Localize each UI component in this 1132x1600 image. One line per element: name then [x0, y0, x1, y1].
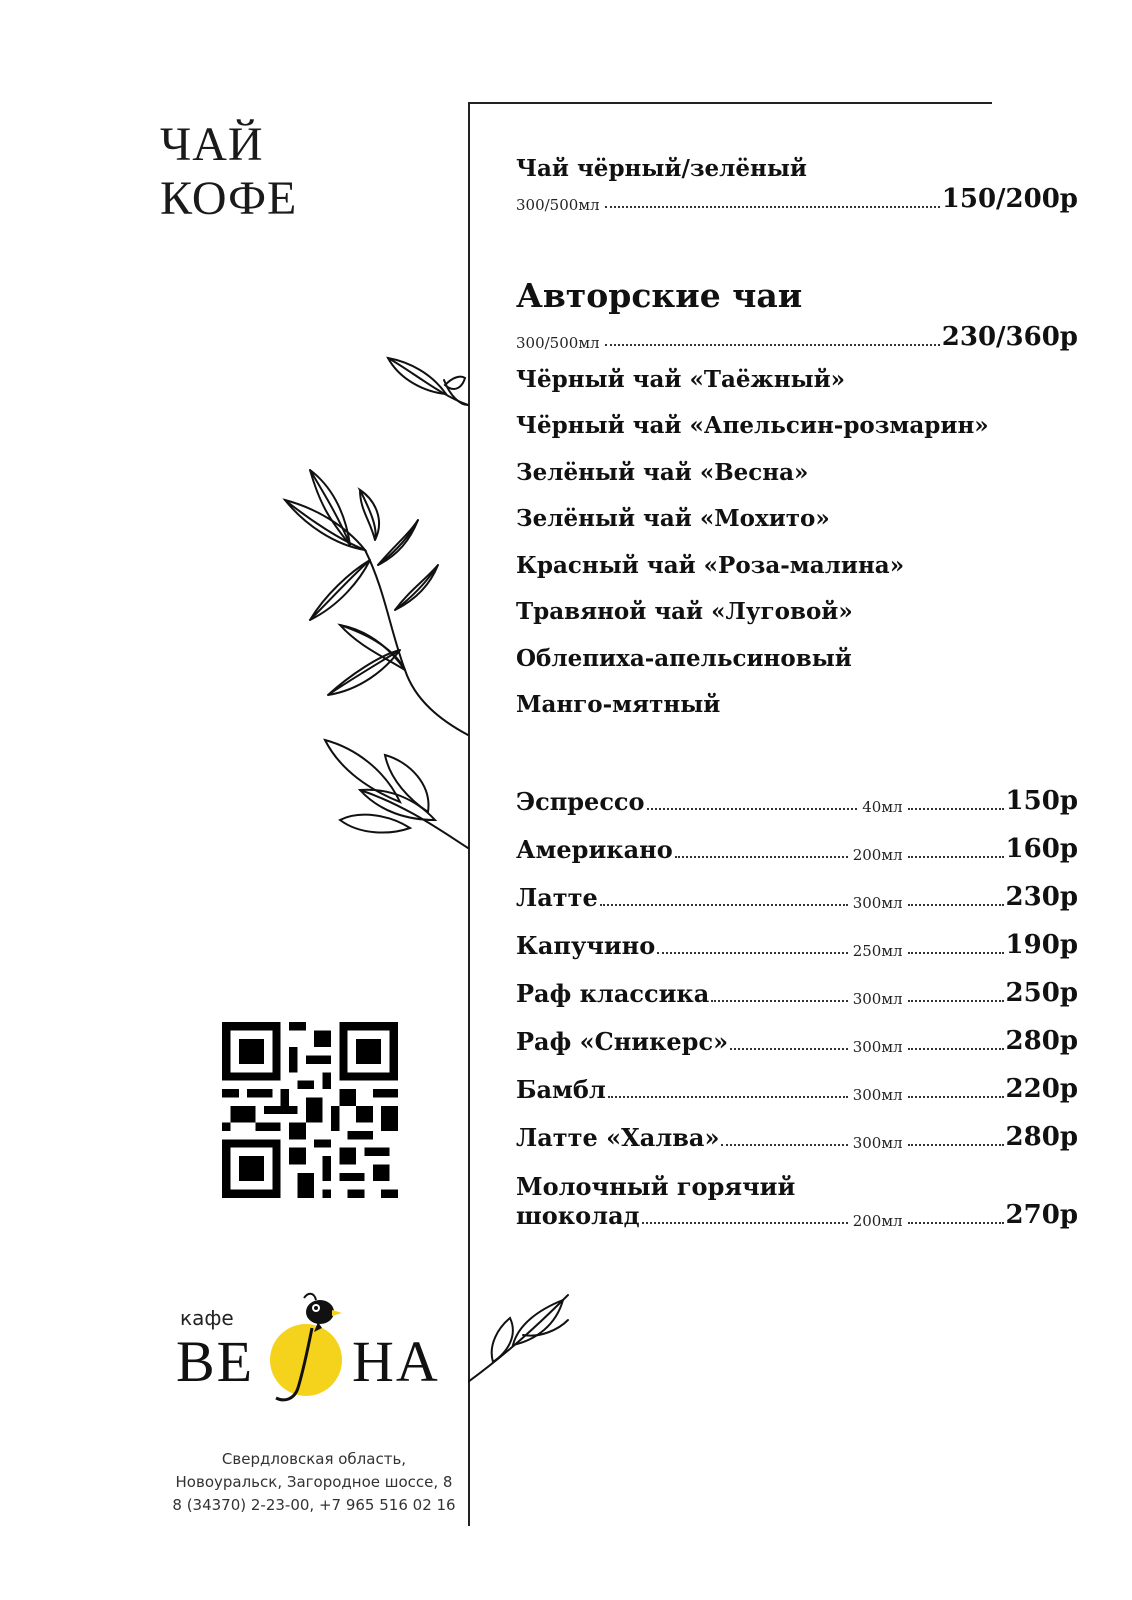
title-coffee: КОФЕ	[160, 172, 298, 225]
coffee-price: 280р	[1005, 1026, 1078, 1056]
leader-dots	[908, 1144, 1004, 1146]
coffee-row	[516, 834, 1078, 864]
basic-tea-name: Чай чёрный/зелёный	[516, 155, 807, 182]
coffee-name: Раф «Сникерс»	[516, 1027, 729, 1056]
coffee-row	[516, 1074, 1078, 1104]
leader-dots	[711, 1000, 847, 1002]
tea-item: Облепиха-апельсиновый	[516, 645, 852, 672]
leader-dots	[608, 1096, 848, 1098]
author-teas-volume: 300/500мл	[516, 334, 600, 352]
leader-dots	[908, 856, 1004, 858]
coffee-row	[516, 1122, 1078, 1152]
chocolate-name-line1: Молочный горячий	[516, 1172, 796, 1201]
leader-dots	[908, 904, 1004, 906]
tea-item: Травяной чай «Луговой»	[516, 598, 853, 625]
address-phones: 8 (34370) 2-23-00, +7 965 516 02 16	[172, 1496, 456, 1514]
leader-dots	[605, 206, 940, 208]
leader-dots	[730, 1048, 848, 1050]
coffee-price: 250р	[1005, 978, 1078, 1008]
leader-dots	[908, 1000, 1004, 1002]
logo	[176, 1328, 254, 1395]
coffee-row	[516, 978, 1078, 1008]
coffee-price: 220р	[1005, 1074, 1078, 1104]
author-teas-price: 230/360р	[941, 322, 1078, 352]
leader-dots	[908, 952, 1004, 954]
leader-dots	[605, 344, 940, 346]
coffee-name: Американо	[516, 835, 673, 864]
coffee-row	[516, 1026, 1078, 1056]
coffee-volume: 200мл	[852, 846, 903, 864]
qr-code[interactable]	[222, 1022, 398, 1198]
address-region: Свердловская область,	[221, 1450, 407, 1468]
coffee-name: Раф классика	[516, 979, 710, 1008]
coffee-price: 230р	[1005, 882, 1078, 912]
coffee-price: 160р	[1005, 834, 1078, 864]
coffee-volume: 250мл	[852, 942, 903, 960]
coffee-row	[516, 882, 1078, 912]
logo-bird-icon	[264, 1288, 348, 1406]
basic-tea-row	[516, 184, 1078, 214]
basic-tea-price: 150/200р	[941, 184, 1078, 214]
title-tea: ЧАЙ	[160, 118, 264, 171]
leader-dots	[642, 1222, 848, 1224]
tea-item: Чёрный чай «Таёжный»	[516, 366, 846, 393]
logo-cafe-label: кафе	[180, 1306, 234, 1330]
coffee-volume: 300мл	[852, 1038, 903, 1056]
chocolate-price: 270р	[1005, 1200, 1078, 1230]
leader-dots	[908, 1096, 1004, 1098]
coffee-row	[516, 786, 1078, 816]
coffee-name: Бамбл	[516, 1075, 606, 1104]
chocolate-row	[516, 1200, 1078, 1230]
leader-dots	[908, 1048, 1004, 1050]
coffee-name: Латте	[516, 883, 598, 912]
leader-dots	[675, 856, 848, 858]
leader-dots	[908, 1222, 1004, 1224]
coffee-volume: 300мл	[852, 894, 903, 912]
author-teas-row	[516, 322, 1078, 352]
logo-right	[352, 1328, 440, 1395]
tea-item: Зелёный чай «Мохито»	[516, 505, 830, 532]
basic-tea-volume: 300/500мл	[516, 196, 600, 214]
coffee-volume: 40мл	[862, 798, 903, 816]
coffee-price: 150р	[1005, 786, 1078, 816]
chocolate-name-line2: шоколад	[516, 1201, 640, 1230]
coffee-price: 190р	[1005, 930, 1078, 960]
tea-item: Зелёный чай «Весна»	[516, 459, 809, 486]
leader-dots	[721, 1144, 847, 1146]
leader-dots	[647, 808, 858, 810]
address-street: Новоуральск, Загородное шоссе, 8	[175, 1473, 453, 1491]
tea-item: Манго-мятный	[516, 691, 721, 718]
address	[150, 1448, 478, 1517]
coffee-volume: 300мл	[852, 990, 903, 1008]
coffee-price: 280р	[1005, 1122, 1078, 1152]
leader-dots	[908, 808, 1004, 810]
page-title	[160, 118, 297, 226]
coffee-name: Латте «Халва»	[516, 1123, 720, 1152]
logo-text-left: ВЕ	[176, 1329, 255, 1394]
coffee-volume: 300мл	[852, 1086, 903, 1104]
tea-item: Чёрный чай «Апельсин-розмарин»	[516, 412, 989, 439]
chocolate-volume: 200мл	[852, 1212, 903, 1230]
leader-dots	[657, 952, 847, 954]
coffee-name: Эспрессо	[516, 787, 645, 816]
coffee-name: Капучино	[516, 931, 656, 960]
logo-text-right: НА	[352, 1329, 440, 1394]
coffee-volume: 300мл	[852, 1134, 903, 1152]
top-divider	[468, 102, 992, 104]
tea-item: Красный чай «Роза-малина»	[516, 552, 905, 579]
author-teas-title: Авторские чаи	[516, 276, 803, 315]
coffee-row	[516, 930, 1078, 960]
leader-dots	[600, 904, 848, 906]
leaf-branch-illustration	[210, 350, 472, 880]
leaf-sprig-bottom-illustration	[468, 1290, 578, 1386]
